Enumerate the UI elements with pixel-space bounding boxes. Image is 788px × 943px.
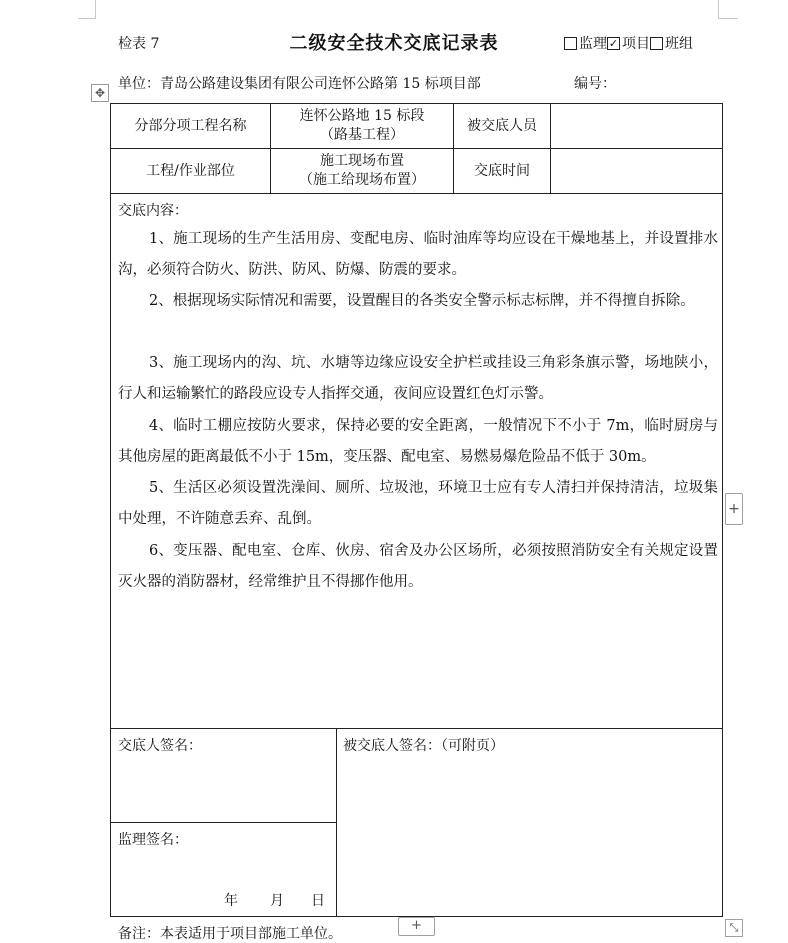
- row-divider: [110, 728, 723, 729]
- location-value-line1: 施工现场布置: [320, 153, 404, 169]
- crop-mark: [718, 18, 738, 19]
- crop-mark: [78, 18, 96, 19]
- option-label-project: 项目: [622, 36, 650, 52]
- resize-handle-icon[interactable]: ⤡: [725, 919, 743, 937]
- recipient-signature-label: 被交底人签名：（可附页）: [343, 738, 504, 754]
- unit-line: 单位：青岛公路建设集团有限公司连怀公路第 15 标项目部: [118, 76, 481, 92]
- option-label-team: 班组: [665, 36, 693, 52]
- row-divider: [110, 193, 723, 194]
- location-value[interactable]: [271, 149, 453, 193]
- option-label-supervisor: 监理: [579, 36, 607, 52]
- content-paragraph-5[interactable]: 5、生活区必须设置洗澡间、厕所、垃圾池，环境卫士应有专人清扫并保持清洁，垃圾集中处理，不许随意丢弃、乱倒。: [118, 480, 718, 527]
- content-paragraph-6[interactable]: 6、变压器、配电室、仓库、伙房、宿舍及办公区场所，必须按照消防安全有关规定设置灭火器的消防器材，经常维护且不得挪作他用。: [118, 543, 718, 590]
- project-name-value-line2: （路基工程）: [320, 127, 404, 143]
- location-label-text: 工程/作业部位: [146, 162, 235, 179]
- content-paragraph-4[interactable]: 4、临时工棚应按防火要求，保持必要的安全距离，一般情况下不小于 7m，临时厨房与其他房屋的距离最低不小于 15m，变压器、配电室、易燃易爆危险品不低于 30m。: [118, 418, 718, 465]
- crop-mark: [718, 0, 719, 18]
- project-name-value[interactable]: [271, 104, 453, 148]
- number-label: 编号：: [574, 76, 616, 92]
- role-options: [564, 33, 693, 53]
- recipient-label-text: 被交底人员: [467, 117, 537, 134]
- time-label: [454, 149, 550, 193]
- form-number: 检表 7: [118, 36, 160, 52]
- checkbox-supervisor[interactable]: [564, 37, 577, 50]
- date-day: 日: [311, 893, 325, 909]
- column-divider: [336, 728, 337, 917]
- move-handle-icon[interactable]: ✥: [91, 84, 109, 102]
- location-value-line2: （施工给现场布置）: [299, 172, 425, 188]
- content-paragraph-2[interactable]: 2、根据现场实际情况和需要，设置醒目的各类安全警示标志标牌，并不得擅自拆除。: [149, 293, 695, 309]
- recipient-label: [454, 104, 550, 148]
- content-paragraph-3[interactable]: 3、施工现场内的沟、坑、水塘等边缘应设安全护栏或挂设三角彩条旗示警，场地陕小，行人和运输繁忙的路段应设专人指挥交通，夜间应设置红色灯示警。: [118, 355, 718, 402]
- content-title: 交底内容：: [118, 203, 188, 219]
- location-label: [111, 149, 270, 193]
- recipient-value[interactable]: [551, 104, 722, 148]
- time-value[interactable]: [551, 149, 722, 193]
- row-divider: [110, 822, 336, 823]
- project-name-value-line1: 连怀公路地 15 标段: [299, 108, 425, 124]
- content-paragraph-1[interactable]: 1、施工现场的生产生活用房、变配电房、临时油库等均应设在干燥地基上，并设置排水沟，必须符合防火、防洪、防风、防爆、防震的要求。: [118, 231, 718, 278]
- add-column-plus-icon[interactable]: +: [725, 493, 743, 525]
- footnote: 备注：本表适用于项目部施工单位。: [118, 926, 342, 942]
- date-month: 月: [270, 893, 284, 909]
- discloser-signature-label: 交底人签名：: [118, 738, 202, 754]
- crop-mark: [95, 0, 96, 18]
- supervisor-signature-label: 监理签名：: [118, 832, 188, 848]
- document-title: 二级安全技术交底记录表: [289, 33, 499, 54]
- add-row-plus-icon[interactable]: +: [398, 917, 435, 936]
- date-year: 年: [224, 893, 238, 909]
- checkbox-project[interactable]: ✓: [608, 36, 619, 50]
- time-label-text: 交底时间: [474, 162, 530, 179]
- project-name-label-text: 分部分项工程名称: [134, 117, 247, 134]
- project-name-label: [111, 104, 270, 148]
- checkbox-team[interactable]: [650, 37, 663, 50]
